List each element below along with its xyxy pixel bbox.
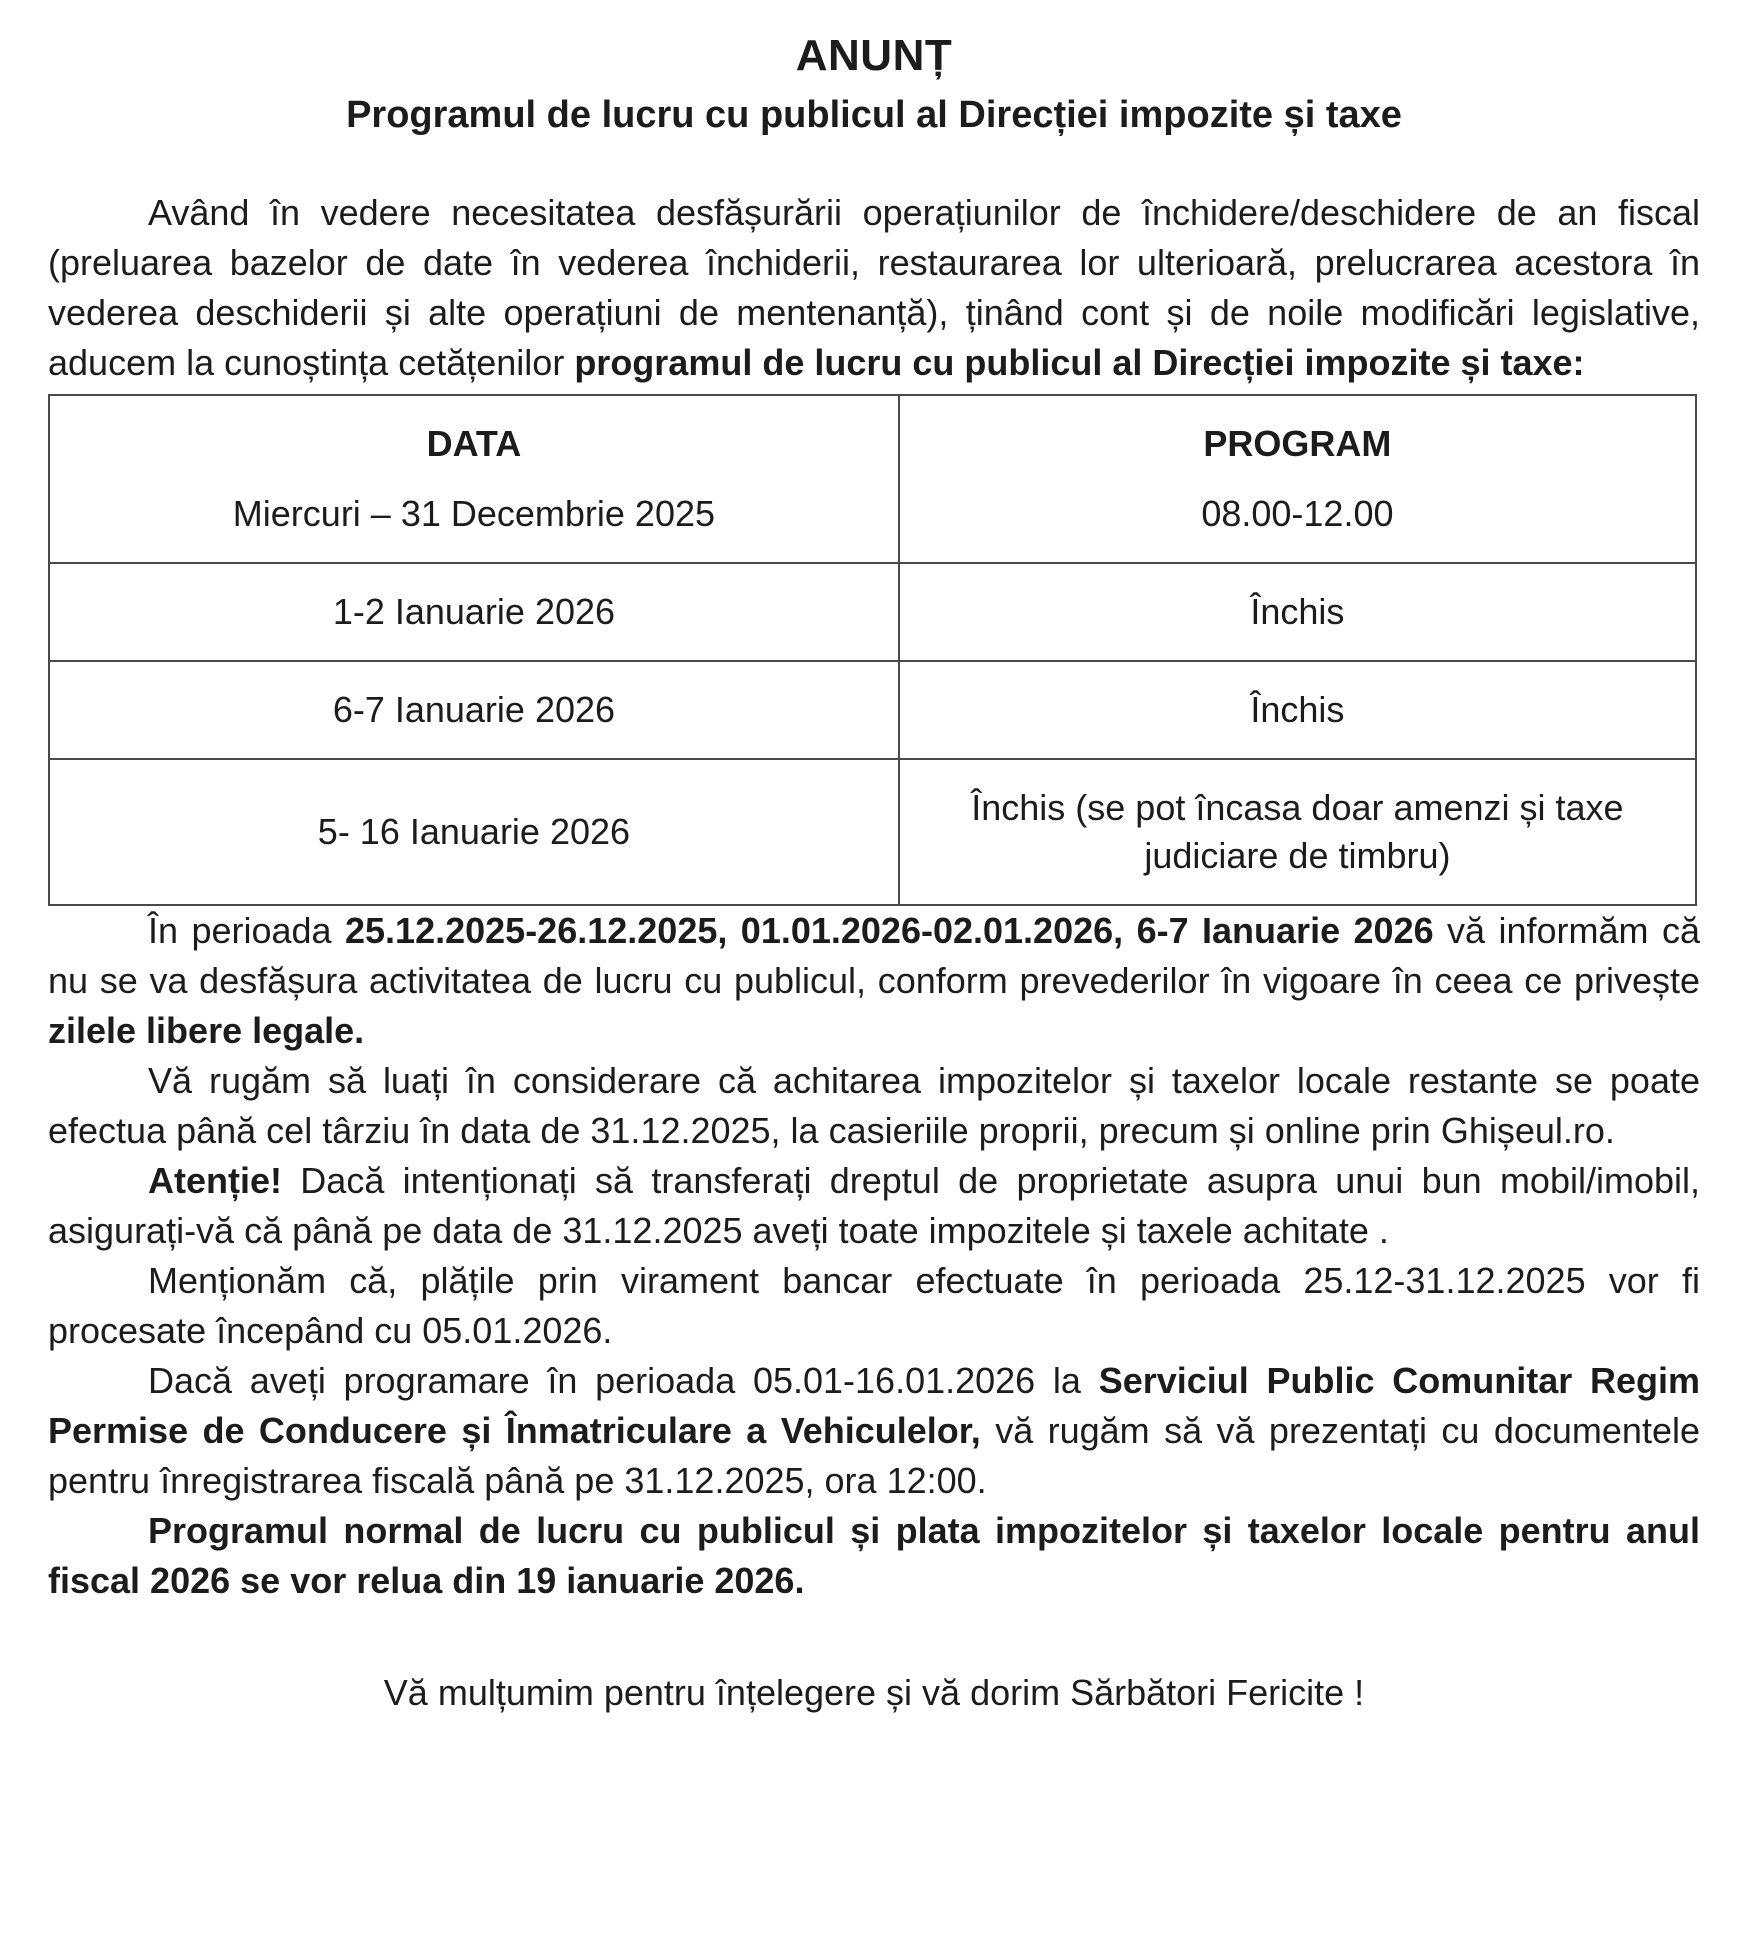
intro-bold-text: programul de lucru cu publicul al Direcției impozite și taxe: [574,342,1585,384]
cell-program: Închis (se pot încasa doar amenzi și taxe judiciare de timbru) [899,759,1696,905]
paragraph-holidays [48,906,1700,1056]
page-title: ANUNȚ [795,31,953,80]
table-row [49,759,1696,905]
bank-transfers-text: Menționăm că, plățile prin virament bancar efectuate în perioada 25.12-31.12.2025 vor fi procesate începând cu 05.01.2026. [48,1260,1700,1352]
attention-text: Dacă intenționați să transferați dreptul de proprietate asupra unui bun mobil/imobil, asigurați-vă că până pe data de 31.12.2025 aveți toate impozitele și taxele achitate . [48,1160,1700,1252]
vehicle-service-name-bold: Serviciul Public Comunitar Regim Permise de Conducere și Înmatriculare a Vehiculelor, [48,1360,1700,1452]
column-header-program: PROGRAM [1203,423,1392,465]
attention-label-bold: Atenție! [148,1160,282,1202]
paragraph-payment-deadline [48,1056,1700,1156]
page-subtitle: Programul de lucru cu publicul al Direcției impozite și taxe [346,93,1402,136]
cell-date: 1-2 Ianuarie 2026 [49,563,899,661]
paragraph-bank-transfers [48,1256,1700,1356]
cell-program: Închis [899,563,1696,661]
table-header-row [49,395,1696,563]
cell-date: 5- 16 Ianuarie 2026 [49,759,899,905]
payment-deadline-text: Vă rugăm să luați în considerare că achitarea impozitelor și taxelor locale restante se poate efectua până cel târziu în data de 31.12.2025, la casieriile proprii, precum și online prin Ghișeul.ro. [48,1060,1700,1152]
intro-text: Având în vedere necesitatea desfășurării operațiunilor de închidere/deschidere de an fiscal (preluarea bazelor de date în vederea închiderii, restaurarea lor ulterioară, prelucrarea acestora în vederea deschiderii și alte operațiuni de mentenanță), ținând cont și de noile modificări legislative, aducem la cunoștința cetățenilor [48,192,1700,384]
table-row [49,661,1696,759]
vehicle-registration-text: vă rugăm să vă prezentați cu documentele pentru înregistrarea fiscală până pe 31.12.2025, ora 12:00. [48,1410,1700,1502]
holidays-legal-days-bold: zilele libere legale. [48,1010,365,1052]
cell-date: 6-7 Ianuarie 2026 [49,661,899,759]
holidays-dates-bold: 25.12.2025-26.12.2025, 01.01.2026-02.01.2026, 6-7 Ianuarie 2026 [345,910,1434,952]
paragraph-vehicle-registration [48,1356,1700,1506]
cell-program: Închis [899,661,1696,759]
paragraph-attention [48,1156,1700,1256]
cell-program-dec31: 08.00-12.00 [1201,493,1394,535]
normal-schedule-bold-text: Programul normal de lucru cu publicul și plata impozitelor și taxelor locale pentru anul fiscal 2026 se vor relua din 19 ianuarie 2026. [48,1510,1700,1602]
schedule-table [48,394,1697,906]
column-header-data: DATA [426,423,522,465]
closing-line: Vă mulțumim pentru înțelegere și vă dorim Sărbători Fericite ! [383,1672,1365,1714]
cell-date-dec31: Miercuri – 31 Decembrie 2025 [232,493,716,535]
header-cell-data [49,395,899,563]
paragraph-normal-schedule [48,1506,1700,1606]
header-cell-program [899,395,1696,563]
paragraph-intro [48,188,1700,388]
vehicle-registration-text: Dacă aveți programare în perioada 05.01-16.01.2026 la [148,1360,1099,1402]
holidays-text: În perioada [148,910,346,952]
holidays-text: vă informăm că nu se va desfășura activitatea de lucru cu publicul, conform prevederilor în vigoare în ceea ce privește [48,910,1701,1002]
table-row [49,563,1696,661]
